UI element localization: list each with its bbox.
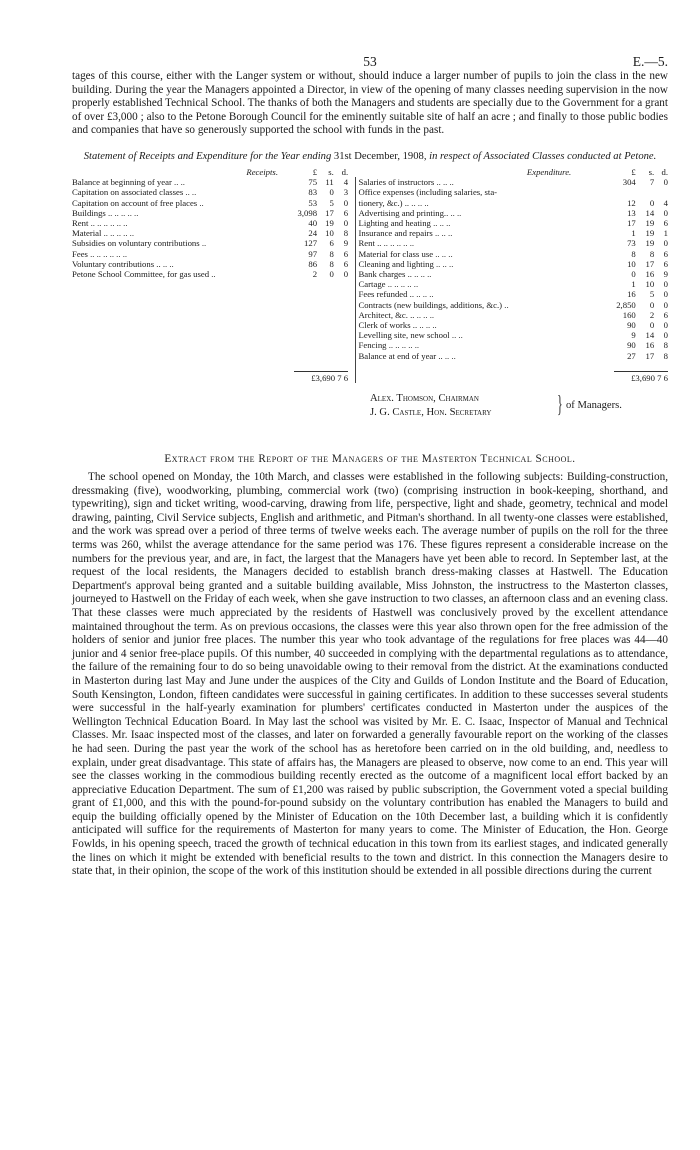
receipts-pounds: 40 bbox=[308, 217, 318, 228]
receipts-label: Capitation on associated classes .. .. bbox=[72, 187, 197, 198]
receipts-pence: 0 bbox=[343, 269, 349, 279]
expenditure-pence: 0 bbox=[663, 330, 668, 341]
expenditure-pounds: 90 bbox=[627, 320, 636, 331]
expenditure-shillings: 8 bbox=[649, 248, 655, 259]
accounts-table: Receipts. £ s. d. Expenditure. £ s. d. Balance at beginning of year .. .. 75 11 4 Salaries of instructors .. .. .. 304 7 0 Capitation on associated classes .. .. 83 0 3 Office expenses (including salaries, sta- Capitation on account of free places .. 53 5 0 tionery, &c.) .. .. .. .. 12 0 4 Buildings .. .. .. .. .. 3,098 17 6 Advertising and printing.. .. .. 13 14 0 Rent .. .. .. .. .. .. 40 19 0 Lighting and heating .. .. .. 17 19 6 Material .. .. .. .. .. 24 10 8 Insurance and repairs .. .. .. 1 19 1 Subsidies on voluntary contributions .. 127 6 9 Rent .. .. .. .. .. .. 73 19 0 Fees .. .. .. .. .. .. 97 8 6 Material for class use .. .. .. 8 8 6 Voluntary contributions .. .. .. 86 8 6 Cleaning and lighting .. .. .. 10 17 6 Petone School Committee, for gas used .. 2 0 0 Bank charges .. .. .. .. 0 16 9 Cartage .. .. .. .. .. 1 10 0 Fees refunded .. .. .. .. 16 5 0 Contracts (new buildings, additions, &c.) .. 2,850 0 0 Architect, &c. .. .. .. .. 160 2 6 Clerk of works .. .. .. .. 90 0 0 Levelling site, new school .. .. 9 14 0 Fencing .. .. .. .. .. 90 16 8 Balance at end of year .. .. .. 27 17 8 £3,690 7 6 £3,690 7 6 bbox=[72, 166, 668, 383]
totals-row bbox=[72, 361, 668, 383]
receipts-label: Capitation on account of free places .. bbox=[72, 197, 204, 208]
table-row bbox=[72, 269, 668, 279]
chairman-signature: Alex. Thomson, Chairman bbox=[370, 393, 479, 405]
secretary-signature: J. G. Castle, Hon. Secretary bbox=[370, 407, 492, 419]
expenditure-pence: 4 bbox=[663, 197, 668, 208]
expenditure-shillings: 2 bbox=[649, 309, 655, 320]
receipts-pence: 0 bbox=[343, 197, 349, 208]
expenditure-shillings: 19 bbox=[645, 238, 655, 249]
receipts-label: Subsidies on voluntary contributions .. bbox=[72, 238, 207, 249]
expenditure-pounds: 12 bbox=[627, 197, 636, 208]
expenditure-pounds: 1 bbox=[631, 228, 636, 239]
receipts-pence: 6 bbox=[343, 248, 349, 259]
receipts-pence: 4 bbox=[343, 177, 349, 188]
receipts-pence: 3 bbox=[343, 187, 349, 198]
table-row bbox=[72, 259, 668, 269]
expenditure-pence: 0 bbox=[663, 207, 668, 218]
expenditure-shillings: 14 bbox=[645, 330, 655, 341]
table-row bbox=[72, 320, 668, 330]
receipts-total: £3,690 7 6 bbox=[294, 371, 348, 383]
expenditure-pounds: 160 bbox=[622, 309, 636, 320]
expenditure-shillings: 17 bbox=[645, 258, 655, 269]
expenditure-pounds: 10 bbox=[627, 258, 636, 269]
expenditure-pounds: 73 bbox=[627, 238, 636, 249]
receipts-label: Rent .. .. .. .. .. .. bbox=[72, 217, 128, 228]
expenditure-label: Material for class use .. .. .. bbox=[355, 249, 601, 259]
expenditure-pounds: 8 bbox=[631, 248, 636, 259]
pounds-heading: £ bbox=[312, 166, 318, 177]
receipts-shillings: 0 bbox=[329, 187, 334, 198]
expenditure-label: Bank charges .. .. .. .. bbox=[355, 269, 601, 279]
intro-paragraph: tages of this course, either with the Langer system or without, should induce a larger number of pupils to join the class in the new building. During the year the Managers appointed a Director, in view of the opening of many classes needing supervision in the now properly established Technical School. The thanks of both the Managers and students are specially due to the Government for a grant of over £3,000 ; also to the Petone Borough Council for the eminently suitable site of half an acre ; and finally to those public bodies and companies that have so generously supported the school with funds in the past. bbox=[72, 70, 668, 137]
receipts-shillings: 5 bbox=[329, 197, 334, 208]
table-row bbox=[72, 238, 668, 248]
expenditure-pence: 0 bbox=[663, 320, 668, 331]
receipts-pence: 6 bbox=[343, 207, 349, 218]
receipts-shillings: 17 bbox=[325, 207, 334, 218]
statement-date: 31st December, 1908 bbox=[333, 150, 424, 162]
receipts-pence: 0 bbox=[343, 217, 349, 228]
receipts-pence: 8 bbox=[343, 228, 349, 239]
receipts-pounds: 86 bbox=[308, 258, 318, 269]
expenditure-label: Cartage .. .. .. .. .. bbox=[355, 279, 601, 289]
expenditure-total: £3,690 7 6 bbox=[614, 371, 668, 383]
receipts-pounds: 53 bbox=[308, 197, 318, 208]
expenditure-pence: 6 bbox=[663, 248, 668, 259]
table-row bbox=[72, 198, 668, 208]
expenditure-shillings: 0 bbox=[649, 197, 655, 208]
expenditure-pence: 6 bbox=[663, 309, 668, 320]
expenditure-shillings: 19 bbox=[645, 217, 655, 228]
receipts-shillings: 8 bbox=[329, 248, 334, 259]
receipts-pounds: 2 bbox=[312, 269, 318, 279]
of-managers-label: of Managers. bbox=[566, 400, 622, 412]
receipts-pounds: 97 bbox=[308, 248, 318, 259]
signature-brace: } bbox=[557, 392, 563, 419]
table-row bbox=[72, 228, 668, 238]
statement-title: Statement of Receipts and Expenditure for the Year ending 31st December, 1908, in respect of Associated Classes conducted at Petone. bbox=[83, 150, 657, 162]
receipts-pence: 9 bbox=[343, 238, 349, 249]
expenditure-shillings: 10 bbox=[645, 279, 655, 290]
report-body: The school opened on Monday, the 10th March, and classes were established in the following subjects: Building-construction, dressmaking (five), woodworking, plumbing, commercial work (two) (comprising instruction in book-keeping, shorthand, and typewriting), sign and ticket writing, wood-carving, drawing from life, perspective, light and shade, geometry, technical and model drawing, painting, Civil Service subjects, English and arithmetic, and Pitman's shorthand. In all twenty-one classes were established, and the work was spread over a period of three terms of twelve weeks each. The average number of pupils on the roll for the three terms was 260, whilst the average attendance for the same period was 176. These figures represent a considerable increase on the numbers for the previous year, and are, in fact, the largest that the Managers have yet been able to record. In September last, at the request of the local residents, the Managers decided to establish branch dress-making classes at Hastwell. The Education Department's approval being granted and a suitable building available, Miss Johnston, the instructress to the Masterton classes, journeyed to Hastwell on the Friday of each week, when she gave instruction to two classes, an afternoon class and an evening class. That these classes were much appreciated by the residents of Hastwell was conclusively proved by the excellent attendance maintained throughout the term. As on previous occasions, the classes were this year also thrown open for the free admission of the holders of senior and junior free places. The number this year who took advantage of the regulations for free places was 44—40 junior and 4 senior free-place pupils. Of this number, 40 succeeded in complying with the departmental regulations as to attendance, the failure of the remaining four to do so being unavoidable owing to their removal from the district. At the examinations conducted in Masterton during last May and June under the auspices of the City and Guilds of London Institute and the Board of Education, South Kensington, London, fifteen candidates were successful in gaining certificates. In addition to these successes several students were successful in the half-yearly examination for plumbers' certificates conducted in Masterton under the auspices of the Wellington Technical Education Board. In May last the school was visited by Mr. E. C. Isaac, Inspector of Manual and Technical Classes. Mr. Isaac inspected most of the classes, and later on forwarded a generally favourable report on the working of the classes he had seen. During the past year the work of the school has as heretofore been carried on in the old building, and, needless to explain, under great disadvantage. This state of affairs has, the Managers are pleased to observe, now come to an end. This year will see the classes working in the commodious building recently erected as the outcome of a magnificent local effort backed by an appreciative Education Department. The sum of £1,200 was raised by public subscription, the Government voted a special building grant of £1,000, and this with the pound-for-pound subsidy on the voluntary contribution has enabled the Managers to build and equip the building officially opened by the Minister of Education on the 10th December last, a building which it is confidently anticipated will suffice for the requirements of Masterton for many years to come. The Minister of Education, the Hon. George Fowlds, in his opening speech, traced the growth of technical education in this town from its earliest stages, and indicated generally the lines on which it might be extended with beneficial results to the town and district. In this connection the Managers desire to state that, in their opinion, the scope of the work of this institution should be extended in all possible directions during the current bbox=[72, 471, 668, 878]
report-title: Extract from the Report of the Managers of the Masterton Technical School. bbox=[164, 453, 576, 466]
expenditure-shillings: 17 bbox=[645, 350, 655, 361]
page-number: 53 bbox=[363, 54, 377, 69]
expenditure-pounds: 2,850 bbox=[616, 299, 636, 310]
expenditure-label: Clerk of works .. .. .. .. bbox=[355, 320, 601, 330]
expenditure-shillings: 14 bbox=[645, 207, 655, 218]
expenditure-pence: 0 bbox=[663, 299, 668, 310]
expenditure-pence: 0 bbox=[663, 238, 668, 249]
expenditure-shillings bbox=[636, 187, 654, 197]
receipts-heading: Receipts. bbox=[246, 166, 278, 177]
receipts-shillings: 10 bbox=[325, 228, 334, 239]
expenditure-pounds: 27 bbox=[627, 350, 636, 361]
expenditure-label: Balance at end of year .. .. .. bbox=[355, 351, 601, 361]
expenditure-label: Architect, &c. .. .. .. .. bbox=[355, 310, 601, 320]
page-header bbox=[72, 0, 668, 70]
expenditure-label: Insurance and repairs .. .. .. bbox=[355, 228, 601, 238]
expenditure-label: Lighting and heating .. .. .. bbox=[355, 218, 601, 228]
expenditure-pence: 0 bbox=[663, 289, 668, 300]
table-row bbox=[72, 300, 668, 310]
expenditure-pounds: 16 bbox=[627, 289, 636, 300]
receipts-shillings: 6 bbox=[329, 238, 334, 249]
expenditure-label: Salaries of instructors .. .. .. bbox=[355, 177, 601, 187]
table-row bbox=[72, 351, 668, 361]
table-row bbox=[72, 177, 668, 187]
expenditure-pounds bbox=[601, 187, 636, 197]
expenditure-label: Fees refunded .. .. .. .. bbox=[355, 289, 601, 299]
expenditure-pounds: 90 bbox=[627, 340, 636, 351]
receipts-label: Petone School Committee, for gas used .. bbox=[72, 269, 216, 279]
receipts-label: Fees .. .. .. .. .. .. bbox=[72, 248, 128, 259]
table-row bbox=[72, 249, 668, 259]
section-reference: E.—5. bbox=[632, 54, 668, 69]
receipts-label: Balance at beginning of year .. .. bbox=[72, 177, 185, 188]
receipts-shillings: 0 bbox=[329, 269, 334, 279]
receipts-shillings: 11 bbox=[325, 177, 334, 188]
expenditure-pounds: 304 bbox=[622, 177, 636, 188]
expenditure-pounds: 9 bbox=[631, 330, 636, 341]
expenditure-label: tionery, &c.) .. .. .. .. bbox=[355, 198, 601, 208]
table-row bbox=[72, 279, 668, 289]
receipts-pence: 6 bbox=[343, 258, 349, 269]
receipts-shillings: 8 bbox=[329, 258, 334, 269]
expenditure-pence: 6 bbox=[663, 217, 668, 228]
expenditure-shillings: 5 bbox=[649, 289, 655, 300]
signature-block bbox=[72, 389, 668, 429]
expenditure-shillings: 7 bbox=[649, 177, 655, 188]
expenditure-label: Fencing .. .. .. .. .. bbox=[355, 340, 601, 350]
receipts-pounds: 83 bbox=[308, 187, 318, 198]
expenditure-label: Levelling site, new school .. .. bbox=[355, 330, 601, 340]
receipts-pounds: 3,098 bbox=[297, 207, 318, 218]
expenditure-shillings: 16 bbox=[645, 340, 655, 351]
receipts-label: Material .. .. .. .. .. bbox=[72, 228, 135, 239]
expenditure-label: Office expenses (including salaries, sta- bbox=[355, 187, 601, 197]
expenditure-pounds: 1 bbox=[631, 279, 636, 290]
expenditure-label: Advertising and printing.. .. .. bbox=[355, 208, 601, 218]
table-row bbox=[72, 187, 668, 197]
expenditure-shillings: 19 bbox=[645, 228, 655, 239]
expenditure-pounds: 0 bbox=[631, 269, 636, 279]
table-row bbox=[72, 218, 668, 228]
expenditure-pence: 8 bbox=[663, 350, 668, 361]
expenditure-shillings: 0 bbox=[649, 299, 655, 310]
table-row bbox=[72, 340, 668, 350]
expenditure-shillings: 16 bbox=[645, 269, 655, 279]
expenditure-pence: 9 bbox=[663, 269, 668, 279]
expenditure-label: Rent .. .. .. .. .. .. bbox=[355, 238, 601, 248]
expenditure-pence: 8 bbox=[663, 340, 668, 351]
table-row bbox=[72, 330, 668, 340]
expenditure-pence: 0 bbox=[663, 177, 668, 188]
receipts-label: Buildings .. .. .. .. .. bbox=[72, 207, 139, 218]
table-row bbox=[72, 289, 668, 299]
expenditure-shillings: 0 bbox=[649, 320, 655, 331]
expenditure-pence: 6 bbox=[663, 258, 668, 269]
document-page bbox=[72, 0, 668, 879]
receipts-label: Voluntary contributions .. .. .. bbox=[72, 258, 174, 269]
receipts-pounds: 127 bbox=[304, 238, 318, 249]
expenditure-label: Contracts (new buildings, additions, &c.) .. bbox=[355, 300, 601, 310]
receipts-shillings: 19 bbox=[325, 217, 334, 228]
expenditure-pounds: 13 bbox=[627, 207, 636, 218]
table-row bbox=[72, 208, 668, 218]
expenditure-heading: Expenditure. bbox=[526, 166, 572, 177]
receipts-pounds: 24 bbox=[308, 228, 318, 239]
expenditure-pence: 1 bbox=[663, 228, 668, 239]
receipts-pounds: 75 bbox=[308, 177, 318, 188]
expenditure-label: Cleaning and lighting .. .. .. bbox=[355, 259, 601, 269]
expenditure-pence: 0 bbox=[663, 279, 668, 290]
expenditure-pounds: 17 bbox=[627, 217, 636, 228]
expenditure-pence bbox=[654, 187, 668, 197]
table-row bbox=[72, 310, 668, 320]
